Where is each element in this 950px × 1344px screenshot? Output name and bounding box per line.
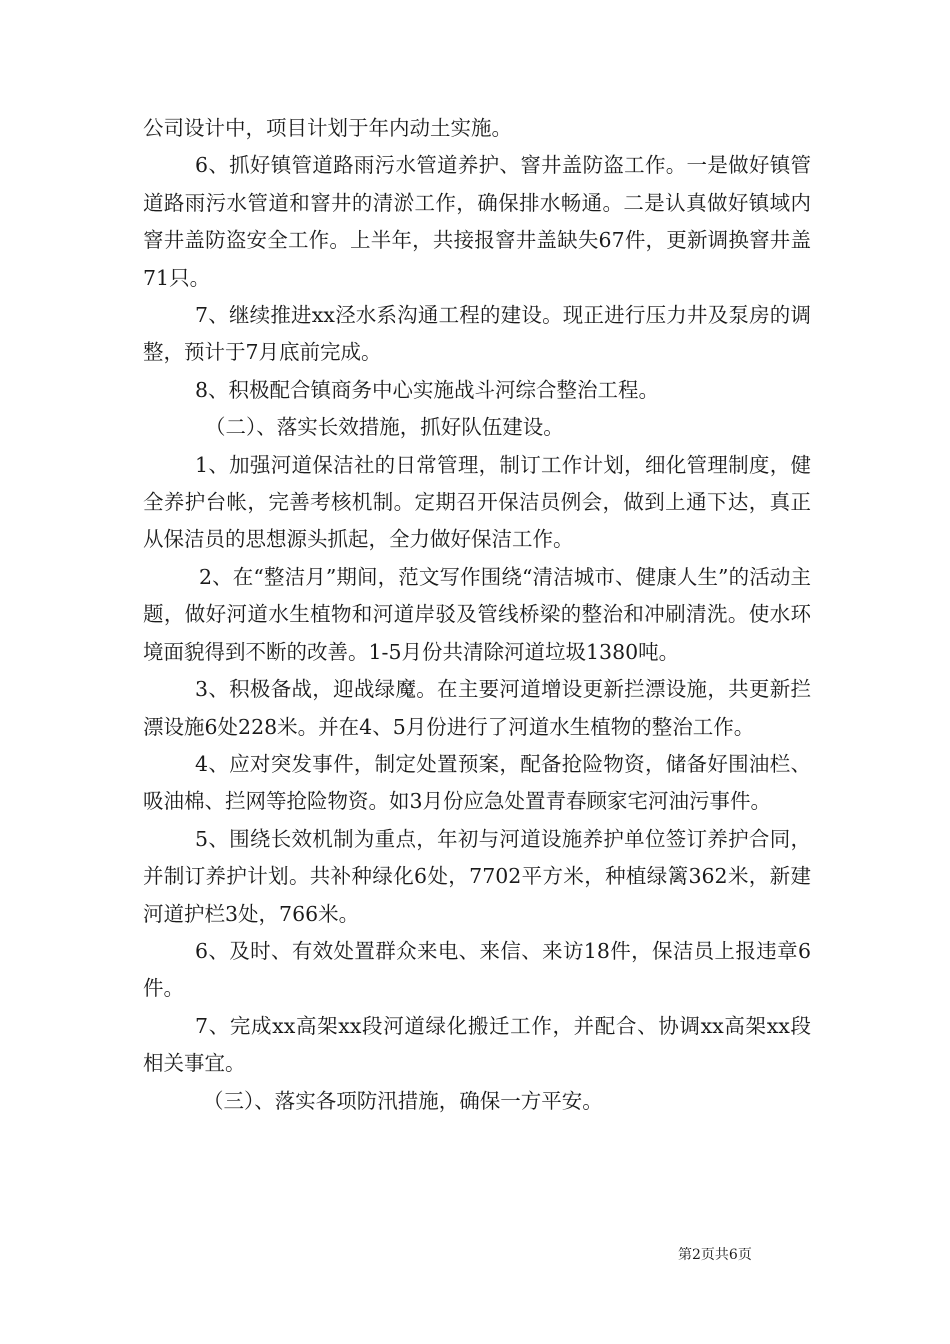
paragraph-item-8-river-remediation: 8、积极配合镇商务中心实施战斗河综合整治工程。 [195, 377, 660, 402]
section-heading-2: （二）、落实长效措施，抓好队伍建设。 [205, 415, 564, 440]
paragraph-item-1-cleaning-management: 1、加强河道保洁社的日常管理，制订工作计划，细化管理制度，健全养护台帐，完善考核机制。定期召开保洁员例会，做到上通下达，真正从保洁员的思想源头抓起，全力做好保洁工作。 [143, 452, 811, 552]
page-number-footer: 第2页共6页 [678, 1247, 752, 1263]
paragraph-item-2-cleanliness-month: 2、在“整洁月”期间，范文写作围绕“清洁城市、健康人生”的活动主题，做好河道水生植物和河道岸驳及管线桥梁的整治和冲刷清洗。使水环境面貌得到不断的改善。1-5月份共清除河道垃圾1380吨。 [143, 564, 811, 664]
section-heading-3: （三）、落实各项防汛措施，确保一方平安。 [203, 1088, 603, 1113]
paragraph-item-4-emergency: 4、应对突发事件，制定处置预案，配备抢险物资，储备好围油栏、吸油棉、拦网等抢险物资。如3月份应急处置青春顾家宅河油污事件。 [143, 751, 811, 814]
paragraph-item-7-water-system: 7、继续推进xx泾水系沟通工程的建设。现正进行压力井及泵房的调整，预计于7月底前完成。 [143, 303, 811, 365]
paragraph-continuation: 公司设计中，项目计划于年内动土实施。 [143, 116, 512, 140]
paragraph-item-7-relocation: 7、完成xx高架xx段河道绿化搬迁工作，并配合、协调xx高架xx段相关事宜。 [143, 1013, 811, 1076]
paragraph-item-6-complaints: 6、及时、有效处置群众来电、来信、来访18件，保洁员上报违章6件。 [143, 938, 811, 1001]
paragraph-item-3-algae: 3、积极备战，迎战绿魔。在主要河道增设更新拦漂设施，共更新拦漂设施6处228米。并在4、5月份进行了河道水生植物的整治工作。 [143, 677, 811, 739]
body-text [143, 110, 811, 1120]
paragraph-item-6-manholes: 6、抓好镇管道路雨污水管道养护、窨井盖防盗工作。一是做好镇管道路雨污水管道和窨井的清淤工作，确保排水畅通。二是认真做好镇域内窨井盖防盗安全工作。上半年，共接报窨井盖缺失67件，更新调换窨井盖71只。 [143, 153, 811, 290]
paragraph-item-5-maintenance: 5、围绕长效机制为重点，年初与河道设施养护单位签订养护合同，并制订养护计划。共补种绿化6处，7702平方米，种植绿篱362米，新建河道护栏3处，766米。 [143, 826, 811, 926]
